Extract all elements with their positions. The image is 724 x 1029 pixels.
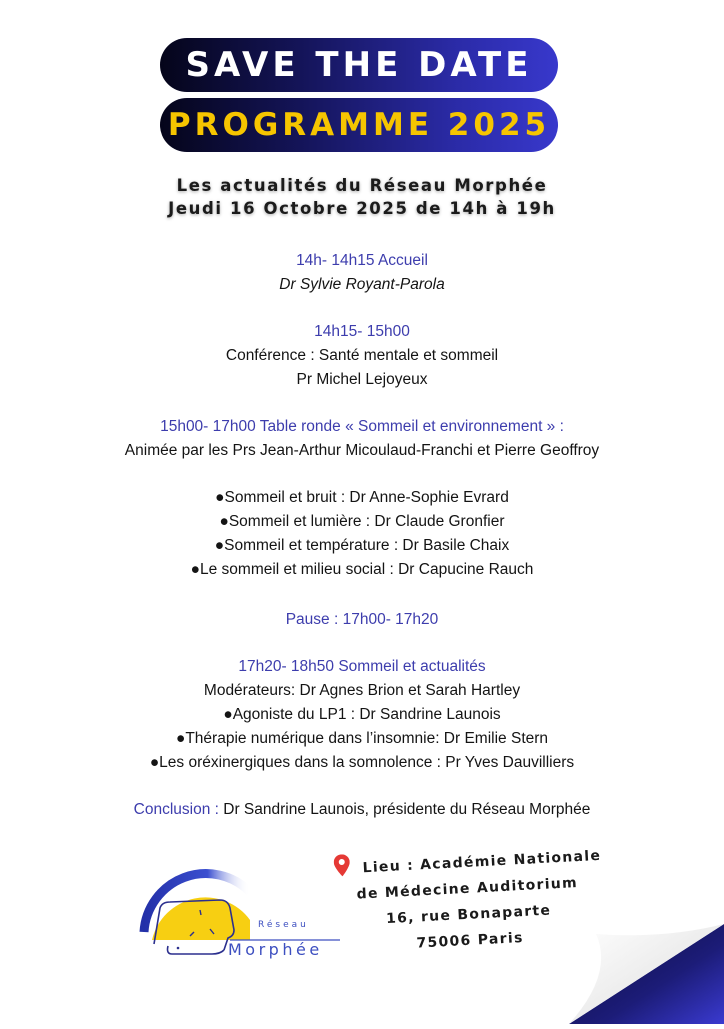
actualites-item: ●Thérapie numérique dans l’insomnie: Dr Emilie Stern (175, 730, 549, 747)
venue-line-4: 75006 Paris (416, 930, 525, 952)
actualites-item: ●Les oréxinergiques dans la somnolence : Pr Yves Dauvilliers (149, 754, 575, 771)
table-ronde-moderators: Animée par les Prs Jean-Arthur Micoulaud-Franchi et Pierre Geoffroy (124, 442, 600, 459)
page-curl-decoration (554, 894, 724, 1024)
table-ronde-item: ●Sommeil et température : Dr Basile Chaix (214, 537, 510, 554)
table-ronde-title: 15h00- 17h00 Table ronde « Sommeil et environnement » : (160, 418, 564, 435)
event-date: Jeudi 16 Octobre 2025 de 14h à 19h (168, 199, 556, 218)
programme-banner (160, 98, 558, 152)
programme-title: PROGRAMME 2025 (167, 107, 551, 143)
conclusion-text: Dr Sandrine Launois, présidente du Réseau Morphée (223, 801, 591, 818)
venue-line-2: de Médecine Auditorium (356, 875, 579, 903)
logo-large-text: Morphée (228, 940, 323, 959)
logo-small-text: Réseau (258, 920, 309, 930)
conclusion-label: Conclusion : (133, 801, 224, 818)
actualites-moderators: Modérateurs: Dr Agnes Brion et Sarah Hartley (203, 682, 521, 699)
conference-speaker: Pr Michel Lejoyeux (296, 371, 428, 388)
conference-time: 14h15- 15h00 (314, 323, 410, 340)
table-ronde-item: ●Sommeil et lumière : Dr Claude Gronfier (219, 513, 505, 530)
actualites-item: ●Agoniste du LP1 : Dr Sandrine Launois (223, 706, 501, 723)
venue-line-1: Lieu : Académie Nationale (362, 847, 602, 877)
save-the-date-banner (160, 38, 558, 92)
event-subtitle: Les actualités du Réseau Morphée (176, 176, 548, 195)
reseau-morphee-logo (130, 862, 340, 962)
accueil-speaker: Dr Sylvie Royant-Parola (279, 276, 445, 293)
table-ronde-item: ●Le sommeil et milieu social : Dr Capucine Rauch (190, 561, 534, 578)
actualites-title: 17h20- 18h50 Sommeil et actualités (238, 658, 486, 675)
save-the-date-title: SAVE THE DATE (185, 45, 533, 85)
pause-time: Pause : 17h00- 17h20 (285, 611, 439, 628)
page-curl-graphic (554, 894, 724, 1024)
venue-line-3: 16, rue Bonaparte (385, 902, 552, 928)
conference-title: Conférence : Santé mentale et sommeil (225, 347, 499, 364)
conclusion (0, 801, 724, 819)
accueil-time: 14h- 14h15 Accueil (296, 252, 428, 269)
table-ronde-item: ●Sommeil et bruit : Dr Anne-Sophie Evrard (215, 489, 509, 506)
